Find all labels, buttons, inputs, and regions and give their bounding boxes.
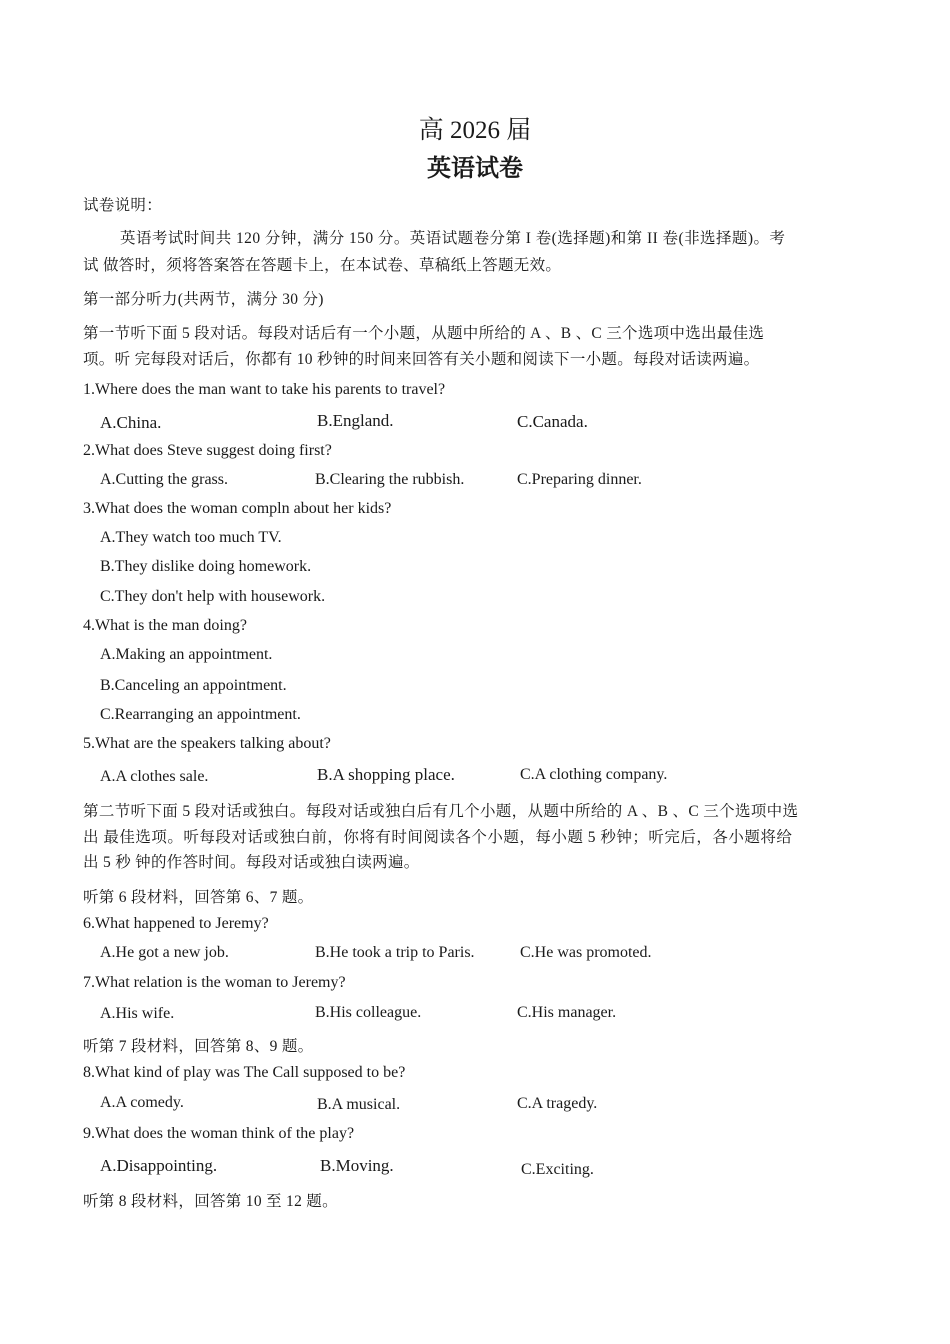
option-b: B.Canceling an appointment. [100,677,287,694]
option-b: B.A musical. [317,1096,401,1113]
section2-line-2: 出 最佳选项。听每段对话或独白前，你将有时间阅读各个小题，每小题 5 秒钟；听完后，各小题将给 [83,829,793,846]
option-c: C.His manager. [517,1004,617,1021]
option-a: A.Cutting the grass. [100,471,228,488]
question-stem: 6.What happened to Jeremy? [83,915,269,932]
option-b: B.A shopping place. [317,765,455,784]
option-a: A.His wife. [100,1005,175,1022]
part1-heading: 第一部分听力(共两节，满分 30 分) [83,291,324,308]
option-c: C.They don't help with housework. [100,588,326,605]
option-a: A.They watch too much TV. [100,529,282,546]
option-c: C.Canada. [517,412,588,431]
material-note: 听第 6 段材料，回答第 6、7 题。 [83,889,314,906]
question-stem: 7.What relation is the woman to Jeremy? [83,974,346,991]
page-title: 英语试卷 [427,156,523,182]
option-a: A.A clothes sale. [100,768,209,785]
option-c: C.Rearranging an appointment. [100,706,301,723]
option-c: C.He was promoted. [520,944,652,961]
question-stem: 8.What kind of play was The Call supposed to be? [83,1064,406,1081]
section2-line-1: 第二节听下面 5 段对话或独白。每段对话或独白后有几个小题，从题中所给的 A 、B 、C 三个选项中选 [83,803,799,820]
option-a: A.China. [100,413,162,432]
section2-line-3: 出 5 秒 钟的作答时间。每段对话或独白读两遍。 [83,854,420,871]
option-a: A.A comedy. [100,1094,184,1111]
option-c: C.Exciting. [521,1161,594,1178]
option-c: C.A tragedy. [517,1095,598,1112]
question-stem: 9.What does the woman think of the play? [83,1125,355,1142]
question-stem: 4.What is the man doing? [83,617,247,634]
grade-title: 高 2026 届 [418,117,532,144]
question-stem: 1.Where does the man want to take his parents to travel? [83,381,446,398]
question-stem: 2.What does Steve suggest doing first? [83,442,332,459]
option-a: A.Disappointing. [100,1156,218,1175]
option-b: B.England. [317,411,394,430]
material-note: 听第 7 段材料，回答第 8、9 题。 [83,1038,314,1055]
material-note: 听第 8 段材料，回答第 10 至 12 题。 [83,1193,338,1210]
instructions-line-1: 英语考试时间共 120 分钟，满分 150 分。英语试题卷分第 I 卷(选择题)和第 II 卷(非选择题)。考 [120,230,786,247]
option-a: A.Making an appointment. [100,646,273,663]
section1-line-2: 项。听 完每段对话后，你都有 10 秒钟的时间来回答有关小题和阅读下一小题。每段对话读两遍。 [83,351,760,368]
option-b: B.His colleague. [315,1004,422,1021]
option-b: B.He took a trip to Paris. [315,944,475,961]
question-stem: 5.What are the speakers talking about? [83,735,331,752]
instructions-line-2: 试 做答时，须将答案答在答题卡上，在本试卷、草稿纸上答题无效。 [83,257,562,274]
option-c: C.Preparing dinner. [517,471,642,488]
option-b: B.Clearing the rubbish. [315,471,465,488]
option-c: C.A clothing company. [520,766,668,783]
option-a: A.He got a new job. [100,944,229,961]
option-b: B.They dislike doing homework. [100,558,312,575]
section1-line-1: 第一节听下面 5 段对话。每段对话后有一个小题，从题中所给的 A 、B 、C 三个选项中选出最佳选 [83,325,765,342]
instructions-label: 试卷说明： [83,197,163,214]
option-b: B.Moving. [320,1156,394,1175]
question-stem: 3.What does the woman compln about her kids? [83,500,392,517]
